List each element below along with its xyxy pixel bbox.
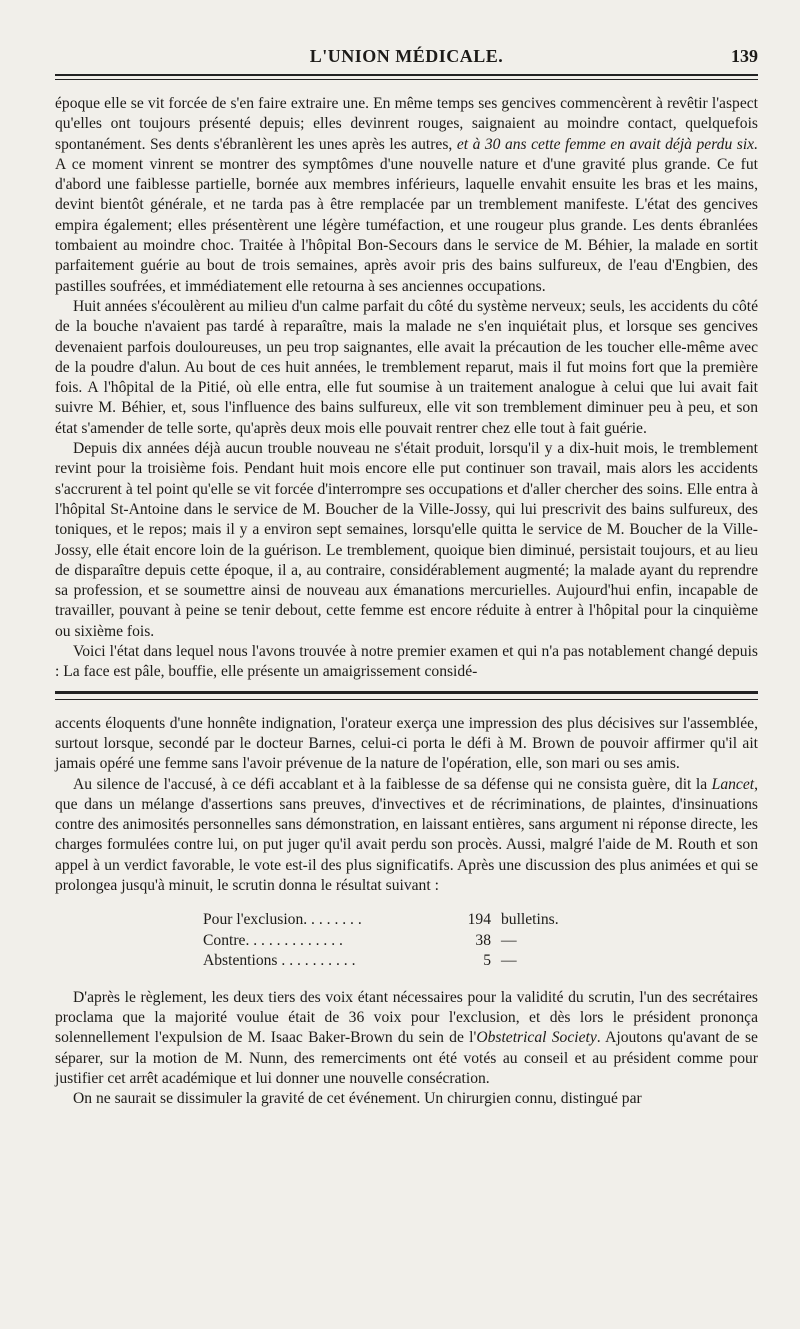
case-report-section [55, 78, 758, 683]
vote-count: 194 [467, 911, 491, 929]
paragraph-text: . Ajoutons qu'avant de se séparer, sur la motion de M. Nunn, des remerciments ont été votés au conseil et au président comme pour justifier cet arrêt académique et lui donner une nouvelle consécration. [55, 1029, 758, 1087]
vote-unit: — [501, 952, 517, 970]
vote-results-table [203, 910, 559, 972]
running-title: L'UNION MÉDICALE. [309, 46, 504, 66]
paragraph-text: Au silence de l'accusé, à ce défi accablant et à la faiblesse de sa défense qui ne consista guère, dit la [73, 775, 712, 793]
vote-label: Contre. . . . . . . . . . . . . [203, 931, 343, 949]
italic-text: Obstetrical Society [476, 1029, 597, 1047]
vote-label: Abstentions . . . . . . . . . . [203, 952, 356, 970]
section-divider [55, 691, 758, 700]
paragraph [55, 94, 758, 297]
paragraph-text: D'après le règlement, les deux tiers des voix étant nécessaires pour la validité du scrutin, l'un des secrétaires proclama que la majorité voulue était de 36 voix pour l'exclusion, et dès lors le président prononça solennellement l'expulsion de M. Isaac Baker-Brown du sein de l' [55, 988, 758, 1047]
table-row [203, 910, 559, 931]
table-row [203, 951, 559, 972]
paragraph: On ne saurait se dissimuler la gravité de cet événement. Un chirurgien connu, distingué par [73, 1090, 642, 1108]
vote-unit: — [501, 931, 517, 949]
paragraph-text: époque elle se vit forcée de s'en faire extraire une. En même temps ses gencives commencèrent à revêtir l'aspect qu'elles ont toujours présenté depuis; elles devinrent rouges, saignaient au moindre contact, quelquefois spontanément. Ses dents s'ébranlèrent les unes après les autres, [55, 95, 758, 153]
paragraph-text: , que dans un mélange d'assertions sans preuves, d'invectives et de récriminations, de plaintes, d'insinuations contre des animosités personnelles sans démonstration, en laissant entières, sans argument ni réponse directe, les charges formulées contre lui, on put juger qu'il avait perdu son procès. Aussi, malgré l'aide de M. Routh et son appel à un verdict favorable, le vote est-il des plus significatifs. Après une discussion des plus animées et qui se prolongea jusqu'à minuit, le scrutin donna le résultat suivant : [55, 775, 758, 894]
table-row [203, 931, 559, 952]
paragraph [55, 988, 758, 1089]
paragraph [55, 775, 758, 897]
paragraph-text: A ce moment vinrent se montrer des symptômes d'une nouvelle nature et d'une gravité plus grande. Ce fut d'abord une faiblesse partielle, bornée aux membres inférieurs, laquelle envahit ensuite les bras et les mains, devint bientôt générale, et ne tarda pas à être remplacée par un tremblement manifeste. L'état des gencives empira également; elles présentèrent une légère tuméfaction, et une rougeur plus grande. Les dents ébranlées tombaient au moindre choc. Traitée à l'hôpital Bon-Secours dans le service de M. Béhier, la malade en sortit parfaitement guérie au bout de trois semaines, après avoir pris des bains sulfureux, de l'eau d'Engbien, des pastilles soufrées, et immédiatement elle retourna à ses anciennes occupations. [55, 155, 758, 295]
feuilleton-section [55, 714, 758, 1110]
italic-text: et à 30 ans cette femme en avait déjà perdu six. [456, 135, 758, 153]
vote-count: 5 [483, 952, 491, 970]
paragraph: Voici l'état dans lequel nous l'avons trouvée à notre premier examen et qui n'a pas notablement changé depuis : La face est pâle, bouffie, elle présente un amaigrissement considé- [55, 643, 758, 681]
page-header [55, 0, 758, 78]
vote-count: 38 [475, 931, 491, 949]
paragraph: accents éloquents d'une honnête indignation, l'orateur exerça une impression des plus décisives sur l'assemblée, surtout lorsque, secondé par le docteur Barnes, celui-ci porta le défi à M. Brown de pouvoir affirmer qu'il ait jamais opéré une femme sans l'avoir prévenue de la nature de l'opération, elle, son mari ou ses amis. [55, 714, 758, 773]
italic-text: Lancet [711, 775, 755, 793]
paragraph: Huit années s'écoulèrent au milieu d'un calme parfait du côté du système nerveux; seuls, les accidents du côté de la bouche n'avaient pas tardé à reparaître, mais la malade ne s'en inquiétait plus, et lorsque ses gencives devenaient parfois douloureuses, un peu trop saignantes, elle avait la précaution de les toucher elle-même avec de la poudre d'alun. Au bout de ces huit années, le tremblement reparut, mais il fut moins fort que la première fois. A l'hôpital de la Pitié, où elle entra, elle fut soumise à un traitement analogue à celui que lui avait fait suivre M. Béhier, et, sous l'influence des bains sulfureux, elle vit son tremblement diminuer peu à peu, et son état s'amender de telle sorte, qu'après deux mois elle pouvait rentrer chez elle tout à fait guérie. [55, 297, 758, 437]
vote-label: Pour l'exclusion. . . . . . . . [203, 911, 362, 929]
vote-unit: bulletins. [501, 911, 559, 929]
header-rule [55, 74, 758, 80]
paragraph: Depuis dix années déjà aucun trouble nouveau ne s'était produit, lorsqu'il y a dix-huit mois, le tremblement revint pour la troisième fois. Pendant huit mois encore elle put continuer son travail, mais alors les accidents s'accrurent à tel point qu'elle se vit forcée d'interrompre ses occupations et d'aller chercher des soins. Elle entra à l'hôpital St-Antoine dans le service de M. Boucher de la Ville-Jossy, qui lui prescrivit des bains sulfureux, des toniques, et le repos; mais il y a environ sept semaines, lorsqu'elle quitta le service de M. Boucher de la Ville-Jossy, elle était encore loin de la guérison. Le tremblement, quoique bien diminué, persistait toujours, et au lieu de disparaître depuis cette époque, il a, au contraire, considérablement augmenté; la malade ayant du reprendre sa profession, et se soumettre ainsi de nouveau aux émanations mercurielles. Aujourd'hui enfin, incapable de travailler, pouvant à peine se tenir debout, cette femme est encore réduite à entrer à l'hôpital pour la cinquième ou sixième fois. [55, 440, 758, 640]
page-number: 139 [731, 46, 758, 66]
